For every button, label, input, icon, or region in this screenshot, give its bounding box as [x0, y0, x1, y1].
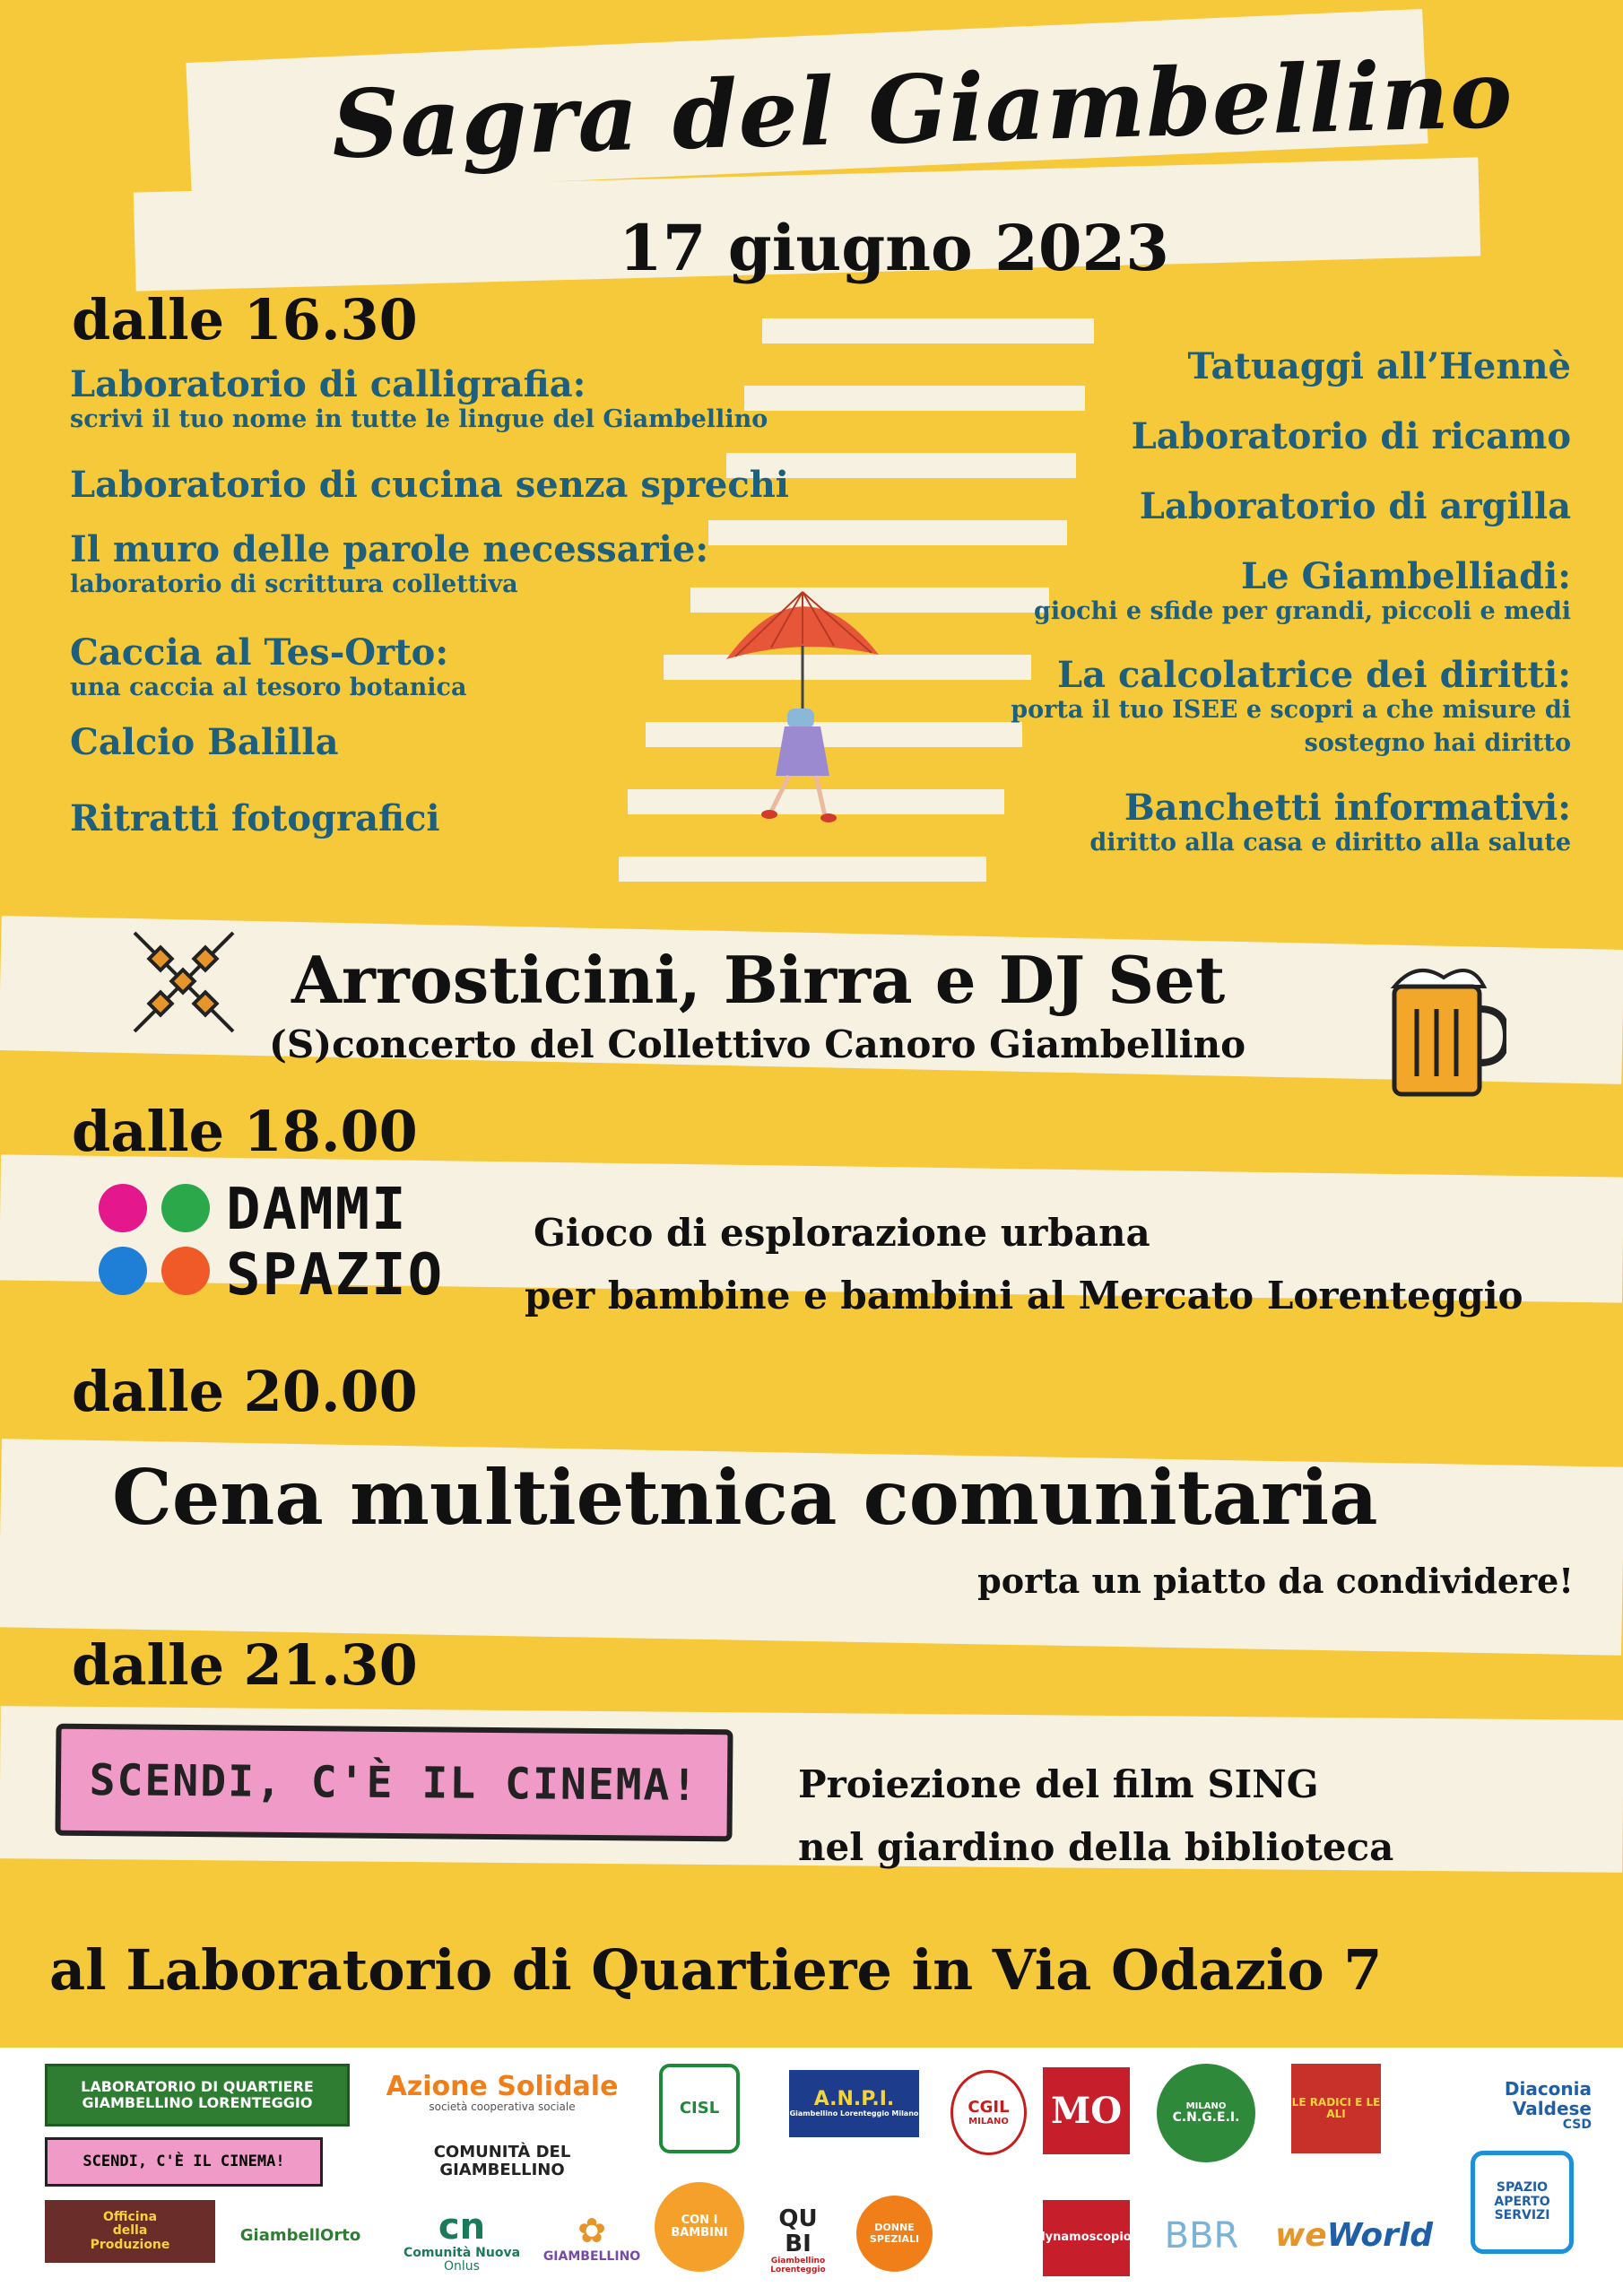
dammi-spazio-logo-line2: SPAZIO — [226, 1242, 445, 1309]
cinema-banner-text: SCENDI, C'È IL CINEMA! — [89, 1754, 699, 1811]
laboratorio-logo: LABORATORIO DI QUARTIERE GIAMBELLINO LORENTEGGIO — [45, 2064, 350, 2126]
radici-ali-logo: LE RADICI E LE ALI — [1291, 2064, 1381, 2153]
donne-speziali-logo: DONNE SPEZIALI — [856, 2196, 933, 2272]
giambellorto-logo: GiambellOrto — [239, 2226, 361, 2246]
cgil-logo: CGIL MILANO — [950, 2070, 1027, 2155]
event-date: 17 giugno 2023 — [619, 211, 1169, 285]
mo-logo: MO — [1043, 2067, 1130, 2154]
activity-item: Le Giambelliadi: giochi e sfide per grandi, piccoli e medi — [1034, 555, 1571, 625]
comunita-giambellino-logo: COMUNITÀ DEL GIAMBELLINO — [433, 2143, 571, 2179]
weworld-logo: we World — [1274, 2217, 1434, 2255]
food-subtitle: (S)concerto del Collettivo Canoro Giambellino — [269, 1022, 1246, 1066]
dot-green — [161, 1184, 210, 1232]
comunita-nuova-logo: cn Comunità Nuova Onlus — [403, 2205, 521, 2274]
officina-produzione-logo: Officina della Produzione — [45, 2200, 215, 2263]
activity-item: Banchetti informativi: diritto alla casa e diritto alla salute — [1089, 787, 1571, 857]
skewers-icon — [126, 924, 242, 1040]
dammi-spazio-logo-line1: DAMMI — [226, 1177, 408, 1243]
dot-magenta — [99, 1184, 147, 1232]
cngei-logo: MILANO C.N.G.E.I. — [1157, 2064, 1255, 2162]
time-2000: dalle 20.00 — [72, 1359, 418, 1424]
dinner-title: Cena multietnica comunitaria — [112, 1453, 1378, 1542]
explore-desc-line1: Gioco di esplorazione urbana — [534, 1211, 1150, 1255]
crosswalk-stripe — [762, 318, 1094, 344]
time-1630: dalle 16.30 — [72, 287, 418, 352]
activity-item: Laboratorio di calligrafia: scrivi il tuo nome in tutte le lingue del Giambellino — [70, 363, 768, 433]
diaconia-valdese-logo: Diaconia Valdese CSD — [1504, 2078, 1592, 2133]
spazio-aperto-servizi-logo: SPAZIO APERTO SERVIZI — [1471, 2151, 1574, 2254]
qubi-logo: QU BI Giambellino Lorenteggio — [770, 2205, 826, 2274]
dynamoscopio-logo: dynamoscopio. — [1043, 2200, 1130, 2276]
crosswalk-stripe — [619, 857, 986, 882]
activity-item: La calcolatrice dei diritti: porta il tuo ISEE e scopri a che misure di sostegno hai diritto — [1011, 654, 1571, 757]
bbr-logo: BBR — [1164, 2215, 1239, 2257]
explore-desc-line2: per bambine e bambini al Mercato Lorenteggio — [525, 1274, 1523, 1318]
activity-item: Ritratti fotografici — [70, 797, 440, 839]
activity-item: Laboratorio di argilla — [1139, 485, 1571, 527]
activity-item: Calcio Balilla — [70, 721, 339, 763]
right-activities — [890, 345, 1571, 857]
dinner-subtitle: porta un piatto da condividere! — [977, 1561, 1574, 1601]
event-location: al Laboratorio di Quartiere in Via Odazio 7 — [49, 1937, 1383, 2003]
activity-item: Laboratorio di ricamo — [1131, 415, 1571, 457]
activity-item: Laboratorio di cucina senza sprechi — [70, 464, 789, 506]
sponsor-logos — [0, 2048, 1623, 2296]
food-title: Arrosticini, Birra e DJ Set — [291, 942, 1226, 1018]
activity-item: Caccia al Tes-Orto: una caccia al tesoro botanica — [70, 631, 467, 701]
film-desc-line1: Proiezione del film SING — [798, 1762, 1319, 1806]
time-2130: dalle 21.30 — [72, 1632, 418, 1698]
cisl-logo: CISL — [659, 2064, 740, 2153]
dot-orange — [161, 1247, 210, 1295]
azione-solidale-logo: Azione Solidale società cooperativa sociale — [386, 2070, 619, 2113]
scendi-cinema-logo: SCENDI, C'È IL CINEMA! — [45, 2137, 323, 2187]
cinema-banner — [55, 1724, 733, 1842]
con-i-bambini-logo: CON I BAMBINI — [655, 2182, 744, 2272]
film-desc-line2: nel giardino della biblioteca — [798, 1825, 1394, 1869]
anpi-logo: A.N.P.I. Giambellino Lorenteggio Milano — [789, 2070, 919, 2137]
umbrella-girl-illustration — [717, 574, 897, 834]
activity-item: Il muro delle parole necessarie: laboratorio di scrittura collettiva — [70, 528, 709, 598]
time-1800: dalle 18.00 — [72, 1099, 418, 1164]
dot-blue — [99, 1247, 147, 1295]
activity-item: Tatuaggi all’Hennè — [1187, 345, 1571, 387]
beer-icon — [1381, 960, 1506, 1103]
page-title: Sagra del Giambellino — [330, 38, 1515, 180]
giambellino-network-logo: ✿ GIAMBELLINO — [542, 2210, 641, 2264]
